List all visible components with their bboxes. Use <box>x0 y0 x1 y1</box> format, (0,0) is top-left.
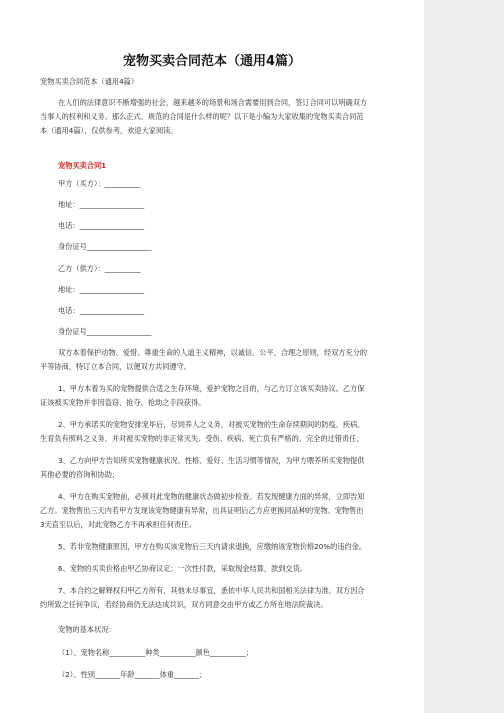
side-panel <box>424 0 504 713</box>
field-id-b: 身份证号__________________ <box>58 327 152 336</box>
clause-4-line-3: 3天直至以后，对此宠物乙方不再承担任何责任。 <box>40 520 196 529</box>
intro-line-1: 在人们的法律意识不断增强的社会，越来越多的场景和场合需要用到合同，签订合同可以明确双方 <box>58 98 368 107</box>
section-heading-1: 宠物买卖合同1 <box>58 161 107 170</box>
clause-5: 5、若非宠物健康原因，甲方在购买该宠物后三天内请求退换，应缴纳该宠物价格20%的违约金。 <box>58 542 367 551</box>
basic-info-item-1: （1）、宠物名称__________种类__________颜色__________； <box>58 648 254 657</box>
field-address-a: 地址：__________________ <box>58 200 145 209</box>
field-id-a: 身份证号__________________ <box>58 242 152 251</box>
field-phone-a: 电话：__________________ <box>58 221 145 230</box>
doc-subtitle: 宠物买卖合同范本（通用4篇） <box>40 77 139 86</box>
preamble-line-2: 平等协商，特订立本合同，以便双方共同遵守。 <box>40 362 191 371</box>
clause-1-line-1: 1、甲方本着为买的宠物提供合适之生存环境，爱护宠物之目的，与乙方订立该买卖协议。乙方保 <box>58 384 365 393</box>
intro-line-3: 本（通用4篇），仅供参考，欢迎大家阅读。 <box>40 126 178 135</box>
field-party-b: 乙方（供方）：__________ <box>58 264 141 273</box>
intro-line-2: 当事人的权利和义务。那么正式、规范的合同是什么样的呢？以下是小编为大家收集的宠物买卖合同范 <box>40 112 364 121</box>
basic-info-item-2: （2）、性别_______年龄_______体重_______； <box>58 670 207 679</box>
preamble-line-1: 双方本着保护动物、爱惜、尊重生命的人道主义精神，以诚信、公平、合理之原则，经双方充分的 <box>58 348 368 357</box>
clause-7-line-1: 7、本合约之解释权归甲乙方所有，其他未尽事宜，悉依中华人民共和国相关法律为准。双方因合 <box>58 586 365 595</box>
page-title: 宠物买卖合同范本（通用4篇） <box>122 54 302 69</box>
field-phone-b: 电话：__________________ <box>58 306 145 315</box>
clause-6: 6、宠物的买卖价格由甲乙协商议定；一次性付款，采取现金结算，款到交货。 <box>58 564 307 573</box>
basic-info-heading: 宠物的基本状况： <box>58 625 116 634</box>
clause-7-line-2: 约所致之任何争议，若经协商仍无法达成共识，双方同意交由甲方或乙方所在地法院裁决。 <box>40 600 328 609</box>
clause-1-line-2: 证该被买宠物并非因盗窃、抢夺、抢劫之手段获得。 <box>40 398 206 407</box>
field-address-b: 地址：__________________ <box>58 285 145 294</box>
clause-4-line-2: 乙方。宠物售出三天内若甲方发现该宠物健康有异常，出具证明后乙方应更换同品种的宠物。宠物售出 <box>40 506 364 515</box>
clause-2-line-1: 2、甲方承诺买的宠物安排宠毕后，尽饲养人之义务，对被买宠物的生命存续期间的防疫、疾病、 <box>58 420 365 429</box>
clause-3-line-1: 3、乙方向甲方告知所买宠物健康状况、性格、爱好、生活习惯等情况，为甲方喂养所买宠物提供 <box>58 456 365 465</box>
field-party-a: 甲方（买方）：__________ <box>58 179 141 188</box>
clause-4-line-1: 4、甲方在购买宠物前，必须对此宠物的健康状态做初步检查。若发现健康方面的异常，立即告知 <box>58 492 365 501</box>
clause-2-line-2: 生育负有照料之义务，并对被买宠物的非正常灭失、受伤、疾病、死亡负有严格的、完全的过错责任； <box>40 434 364 443</box>
clause-3-line-2: 其他必要的咨询和协助； <box>40 470 120 479</box>
